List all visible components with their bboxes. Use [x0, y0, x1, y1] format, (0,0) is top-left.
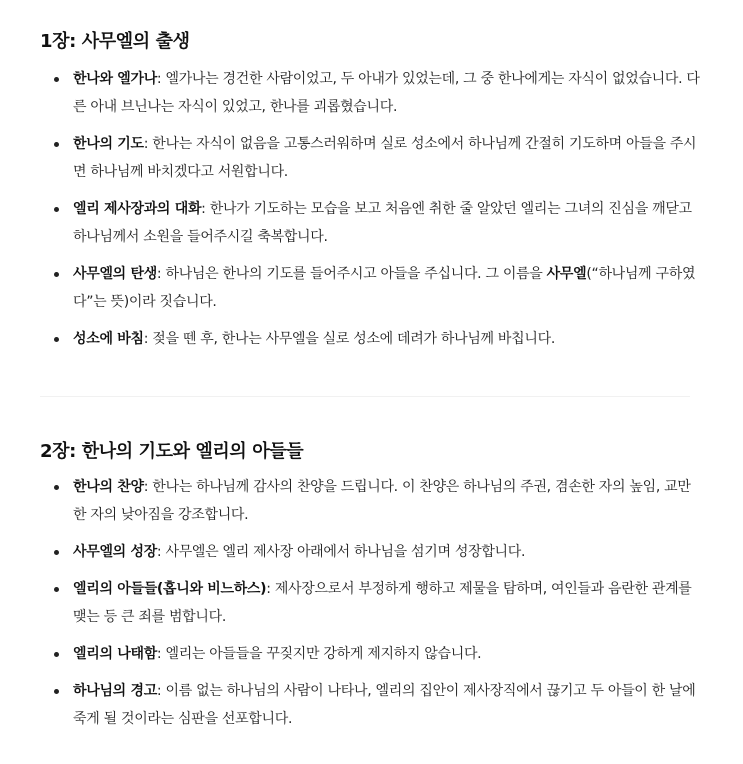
- item-text: : 한나가 기도하는 모습을 보고 처음엔 취한 줄 알았던 엘리는 그녀의 진심을 깨닫고 하나님께서 소원을 들어주시길 축복합니다.: [73, 201, 692, 245]
- item-text: : 하나님은 한나의 기도를 들어주시고 아들을 주십니다. 그 이름을: [156, 266, 547, 282]
- item-text: : 사무엘은 엘리 제사장 아래에서 하나님을 섬기며 성장합니다.: [156, 544, 526, 560]
- item-term: 한나와 엘가나: [73, 71, 157, 87]
- item-term: 사무엘의 성장: [73, 544, 157, 560]
- list-item: [40, 325, 703, 353]
- section-chapter-2: [40, 437, 703, 742]
- item-text-continued: (“하나님께 구하였다”는 뜻)이라 짓습니다.: [73, 266, 696, 310]
- list-item: [40, 130, 703, 186]
- item-text: : 엘가나는 경건한 사람이었고, 두 아내가 있었는데, 그 중 한나에게는 자식이 없었습니다. 다른 아내 브닌나는 자식이 있었고, 한나를 괴롭혔습니다.: [73, 71, 700, 115]
- list-item: [40, 65, 703, 121]
- item-text: : 제사장으로서 부정하게 행하고 제물을 탐하며, 여인들과 음란한 관계를 맺는 등 큰 죄를 범합니다.: [73, 581, 692, 625]
- item-term: 엘리의 아들들(홉니와 비느하스): [73, 581, 267, 597]
- item-text: : 이름 없는 하나님의 사람이 나타나, 엘리의 집안이 제사장직에서 끊기고 두 아들이 한 날에 죽게 될 것이라는 심판을 선포합니다.: [73, 683, 696, 727]
- section-title: 2장: 한나의 기도와 엘리의 아들들: [40, 441, 304, 462]
- list-item: [40, 677, 703, 733]
- item-term: 한나의 찬양: [73, 479, 144, 495]
- item-text: : 한나는 하나님께 감사의 찬양을 드립니다. 이 찬양은 하나님의 주권, 겸손한 자의 높임, 교만한 자의 낮아짐을 강조합니다.: [73, 479, 691, 523]
- item-text: : 엘리는 아들들을 꾸짖지만 강하게 제지하지 않습니다.: [156, 646, 482, 662]
- section-chapter-1: [40, 27, 703, 353]
- item-text: : 한나는 자식이 없음을 고통스러워하며 실로 성소에서 하나님께 간절히 기도하며 아들을 주시면 하나님께 바치겠다고 서원합니다.: [73, 136, 697, 180]
- list-item: [40, 195, 703, 251]
- section-title: 1장: 사무엘의 출생: [40, 31, 190, 52]
- list-item: [40, 575, 703, 631]
- list-item: [40, 640, 703, 668]
- item-term: 엘리의 나태함: [73, 646, 157, 662]
- item-text: : 젖을 뗀 후, 한나는 사무엘을 실로 성소에 데려가 하나님께 바칩니다.: [143, 331, 555, 347]
- list-item: [40, 473, 703, 529]
- item-term: 한나의 기도: [73, 136, 144, 152]
- item-term: 사무엘의 탄생: [73, 266, 157, 282]
- item-term: 성소에 바침: [73, 331, 144, 347]
- item-inline-term: 사무엘: [546, 266, 587, 282]
- bullet-list: [40, 473, 703, 733]
- list-item: [40, 260, 703, 316]
- list-item: [40, 538, 703, 566]
- section-divider: [40, 396, 690, 397]
- bullet-list: [40, 65, 703, 353]
- item-term: 엘리 제사장과의 대화: [73, 201, 202, 217]
- item-term: 하나님의 경고: [73, 683, 157, 699]
